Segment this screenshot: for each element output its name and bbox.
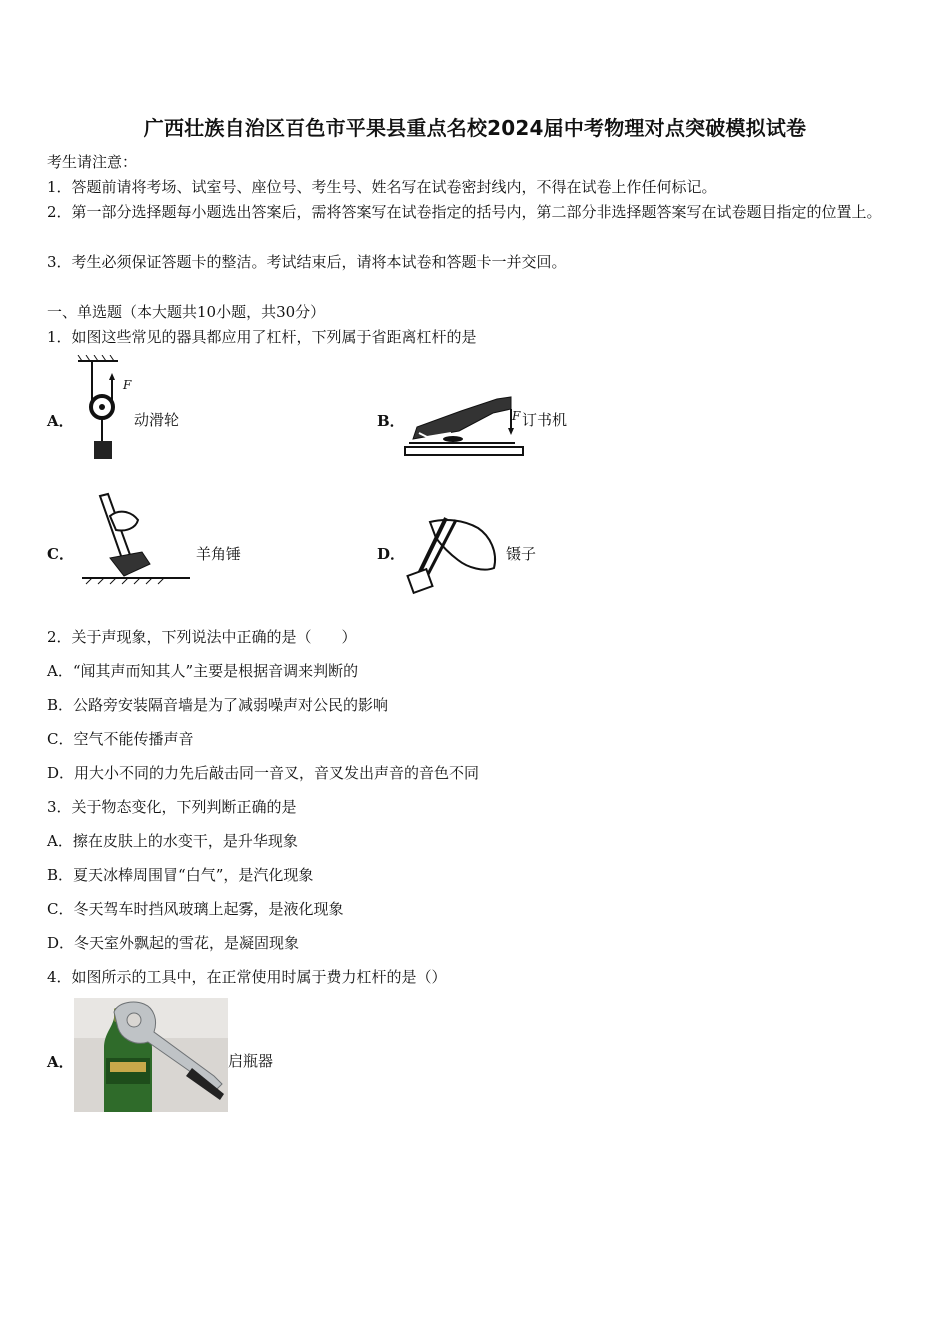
q2-stem: 2．关于声现象，下列说法中正确的是（ ） [47, 628, 357, 646]
stapler-figure [403, 387, 525, 459]
q3-option-b: B．夏天冰棒周围冒“白气”，是汽化现象 [47, 866, 314, 884]
q2-option-a: A．“闻其声而知其人”主要是根据音调来判断的 [47, 662, 359, 680]
q1-option-d-caption: 镊子 [506, 545, 537, 563]
exam-title: 广西壮族自治区百色市平果县重点名校2024届中考物理对点突破模拟试卷 [143, 116, 807, 140]
section-heading: 一、单选题（本大题共10小题，共30分） [47, 303, 326, 321]
q4-option-a-letter: A． [47, 1053, 74, 1071]
notice-item-2: 2．第一部分选择题每小题选出答案后，需将答案写在试卷指定的括号内，第二部分非选择题答案写在试卷题目指定的位置上。 [47, 203, 882, 221]
q3-option-a: A．擦在皮肤上的水变干，是升华现象 [47, 832, 298, 850]
bottle-opener-photo [74, 998, 228, 1112]
q1-option-b-caption: 订书机 [522, 411, 568, 429]
tweezers-figure [406, 512, 502, 596]
q2-option-d: D．用大小不同的力先后敲击同一音叉，音叉发出声音的音色不同 [47, 764, 480, 782]
movable-pulley-figure [72, 355, 134, 465]
q2-option-b: B．公路旁安装隔音墙是为了减弱噪声对公民的影响 [47, 696, 389, 714]
q1-option-b-letter: B． [377, 412, 405, 430]
q1-option-d-letter: D． [377, 545, 406, 563]
q3-stem: 3．关于物态变化，下列判断正确的是 [47, 798, 297, 816]
q1-option-b-force-label: F [512, 409, 521, 423]
q1-stem: 1．如图这些常见的器具都应用了杠杆，下列属于省距离杠杆的是 [47, 328, 477, 346]
q1-option-a-caption: 动滑轮 [134, 411, 180, 429]
notice-heading: 考生请注意： [47, 153, 138, 171]
notice-item-3: 3．考生必须保证答题卡的整洁。考试结束后，请将本试卷和答题卡一并交回。 [47, 253, 567, 271]
q1-option-a-force-label: F [123, 378, 132, 392]
notice-item-1: 1．答题前请将考场、试室号、座位号、考生号、姓名写在试卷密封线内，不得在试卷上作任何标记。 [47, 178, 717, 196]
q4-stem: 4．如图所示的工具中，在正常使用时属于费力杠杆的是（） [47, 968, 447, 986]
claw-hammer-figure [80, 490, 192, 594]
q2-option-c: C．空气不能传播声音 [47, 730, 194, 748]
q1-option-a-letter: A． [47, 412, 74, 430]
q1-option-c-caption: 羊角锤 [196, 545, 242, 563]
q1-option-c-letter: C． [47, 545, 74, 563]
q4-option-a-caption: 启瓶器 [228, 1052, 274, 1070]
q3-option-d: D．冬天室外飘起的雪花，是凝固现象 [47, 934, 300, 952]
q3-option-c: C．冬天驾车时挡风玻璃上起雾，是液化现象 [47, 900, 344, 918]
